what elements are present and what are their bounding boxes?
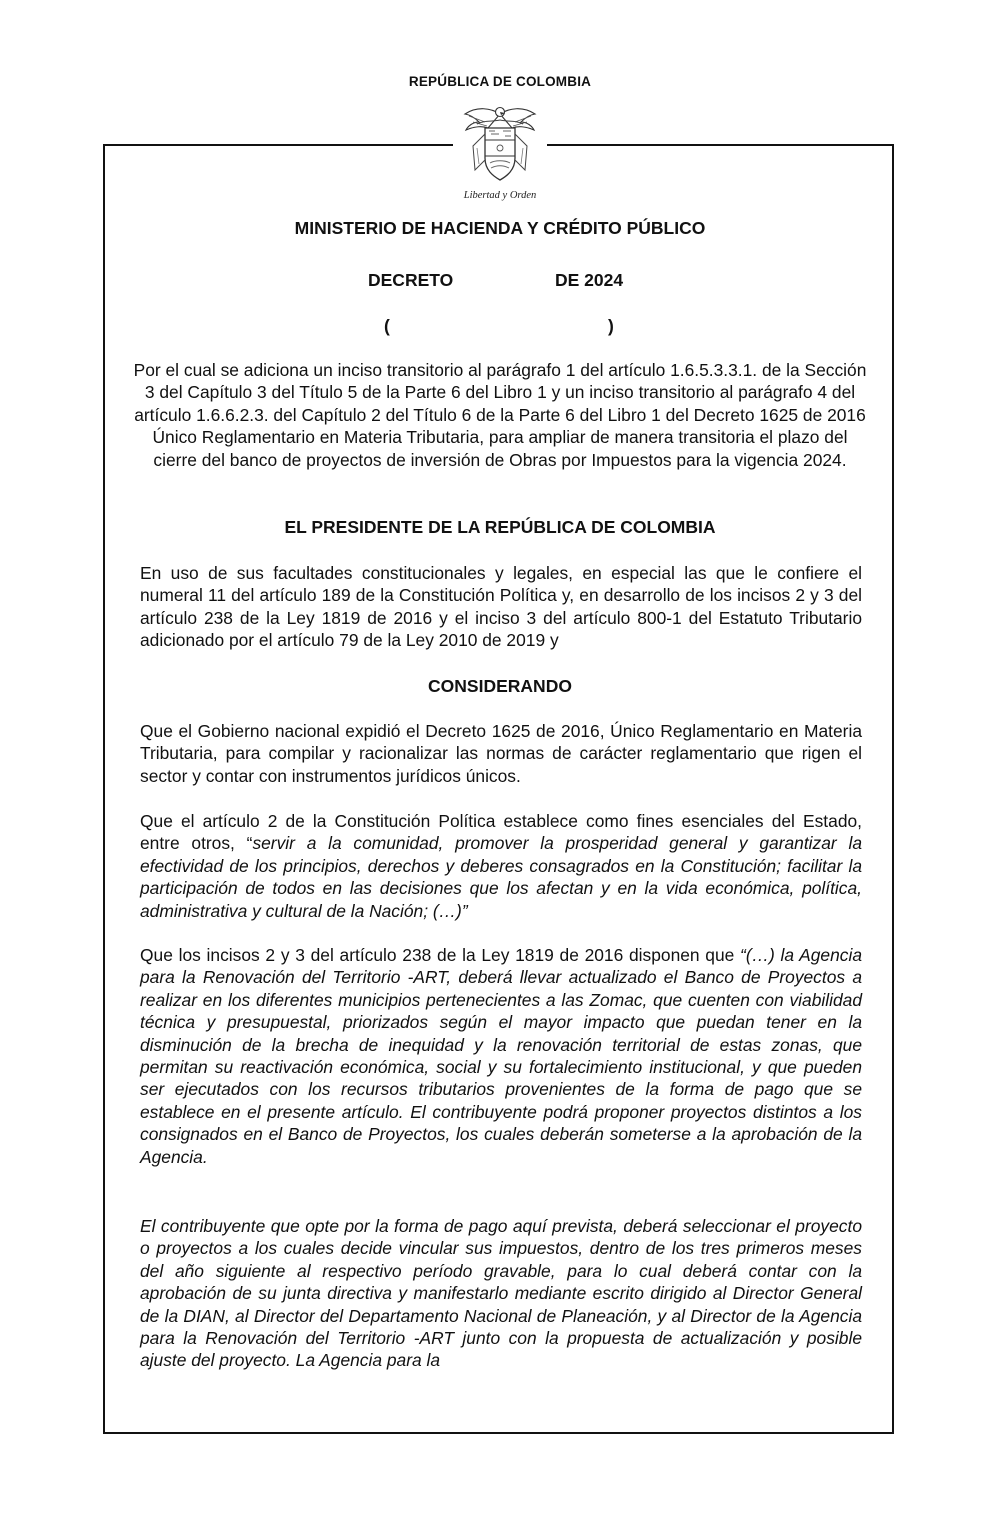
open-paren: ( — [384, 316, 390, 336]
president-heading: EL PRESIDENTE DE LA REPÚBLICA DE COLOMBIA — [284, 517, 716, 537]
paragraph-2-intro: Que el artículo 2 de la Constitución Política establece como fines esenciales del Estado, entre otros, “ — [140, 811, 862, 854]
considerando-heading: CONSIDERANDO — [428, 676, 572, 696]
considering-paragraph-1: Que el Gobierno nacional expidió el Decreto 1625 de 2016, Único Reglamentario en Materia Tributaria, para compilar y racionalizar las normas de carácter reglamentario que rigen el sector y contar con instrumentos jurídicos únicos. — [140, 721, 862, 786]
colombia-coat-of-arms-icon — [455, 100, 545, 204]
paragraph-3-intro: Que los incisos 2 y 3 del artículo 238 de la Ley 1819 de 2016 disponen que — [140, 945, 741, 965]
emblem-motto: Libertad y Orden — [463, 190, 537, 201]
considering-paragraph-2 — [140, 810, 862, 922]
paragraph-3-quote: “(…) la Agencia para la Renovación del Territorio -ART, deberá llevar actualizado el Banco de Proyectos a realizar en los diferentes municipios pertenecientes a las Zomac, que cuenten con viabilidad técnica y presupuestal, priorizados según el mayor impacto que puedan tener en la disminución de la brecha de inequidad y la renovación territorial de estas zonas, que permitan su reactivación económica, social y su fortalecimiento institucional, y que pueden ser ejecutados con los recursos tributarios provenientes de la forma de pago que se establece en el presente artículo. El contribuyente podrá proponer proyectos distintos a los consignados en el Banco de Proyectos, los cuales deberán someterse a la aprobación de la Agencia. — [140, 945, 862, 1167]
ministry-title: MINISTERIO DE HACIENDA Y CRÉDITO PÚBLICO — [294, 218, 706, 238]
considering-paragraph-3 — [140, 944, 862, 1168]
close-paren: ) — [608, 316, 614, 336]
paragraph-2-quote: servir a la comunidad, promover la prosperidad general y garantizar la efectividad de los principios, derechos y deberes consagrados en la Constitución; facilitar la participación de todos en las decisiones que los afectan y en la vida económica, política, administrativa y cultural de la Nación; (…)” — [140, 833, 862, 921]
decree-year: DE 2024 — [555, 270, 624, 290]
decree-number-line — [0, 270, 1000, 294]
powers-paragraph: En uso de sus facultades constitucionales y legales, en especial las que le confiere el numeral 11 del artículo 189 de la Constitución Política y, en desarrollo de los incisos 2 y 3 del artículo 238 de la Ley 1819 de 2016 y el inciso 3 del artículo 800-1 del Estatuto Tributario adicionado por el artículo 79 de la Ley 2010 de 2019 y — [140, 563, 862, 651]
decree-date-line — [0, 316, 1000, 340]
decree-summary: Por el cual se adiciona un inciso transitorio al parágrafo 1 del artículo 1.6.5.3.3.1. de la Sección 3 del Capítulo 3 del Título 5 de la Parte 6 del Libro 1 y un inciso transitorio al parágrafo 4 del artículo 1.6.6.2.3. del Capítulo 2 del Título 6 de la Parte 6 del Libro 1 del Decreto 1625 de 2016 Único Reglamentario en Materia Tributaria, para ampliar de manera transitoria el plazo del cierre del banco de proyectos de inversión de Obras por Impuestos para la vigencia 2024. — [133, 360, 867, 470]
considering-paragraph-4: El contribuyente que opte por la forma de pago aquí prevista, deberá seleccionar el proyecto o proyectos a los cuales decide vincular sus impuestos, dentro de los tres primeros meses del año siguiente al respectivo período gravable, para lo cual deberá contar con la aprobación de su junta directiva y manifestarlo mediante escrito dirigido al Director General de la DIAN, al Director del Departamento Nacional de Planeación, y al Director de la Agencia para la Renovación del Territorio -ART junto con la propuesta de actualización y posible ajuste del proyecto. La Agencia para la — [140, 1216, 862, 1371]
country-header: REPÚBLICA DE COLOMBIA — [408, 74, 592, 89]
decree-label: DECRETO — [368, 270, 454, 290]
